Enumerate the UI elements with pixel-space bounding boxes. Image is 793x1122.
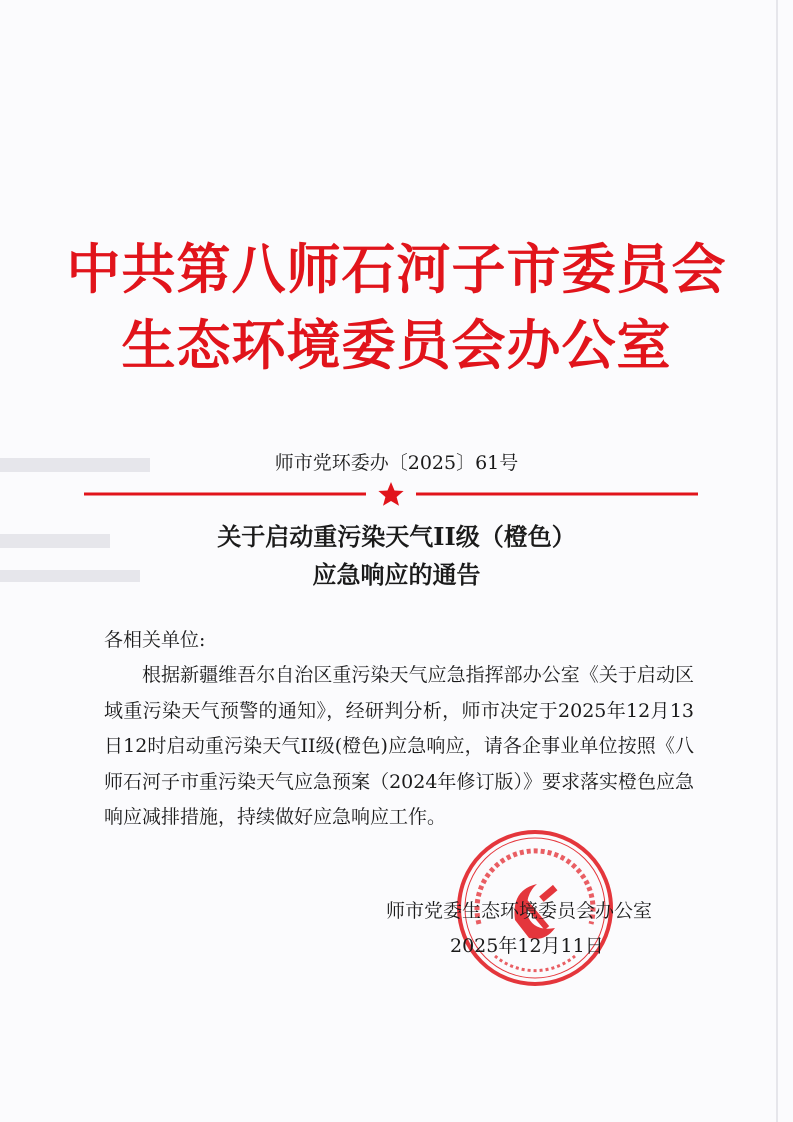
- scan-smudge: [0, 534, 110, 548]
- signature-date: 2025年12月11日: [450, 935, 604, 957]
- star-icon: [378, 482, 403, 506]
- scan-smudge: [0, 570, 140, 582]
- salutation: 各相关单位:: [104, 629, 206, 651]
- notice-title-line2: 应急响应的通告: [312, 560, 481, 589]
- document-number: 师市党环委办〔2025〕61号: [274, 452, 519, 474]
- header-title-line2: 生态环境委员会办公室: [121, 314, 672, 377]
- body-paragraph: 根据新疆维吾尔自治区重污染天气应急指挥部办公室《关于启动区域重污染天气预警的通知》，经研判分析，师市决定于2025年12月13日12时启动重污染天气II级(橙色)应急响应，请各企事业单位按照《八师石河子市重污染天气应急预案（2024年修订版）》要求落实橙色应急响应减排措施，持续做好应急响应工作。: [104, 664, 694, 829]
- signature-organization: 师市党委生态环境委员会办公室: [386, 900, 653, 922]
- red-divider-with-star: [84, 482, 698, 506]
- scan-edge-line: [776, 0, 778, 1122]
- scan-smudge: [0, 458, 150, 472]
- notice-title-line1: 关于启动重污染天气II级（橙色）: [217, 522, 576, 551]
- header-title-line1: 中共第八师石河子市委员会: [66, 238, 727, 301]
